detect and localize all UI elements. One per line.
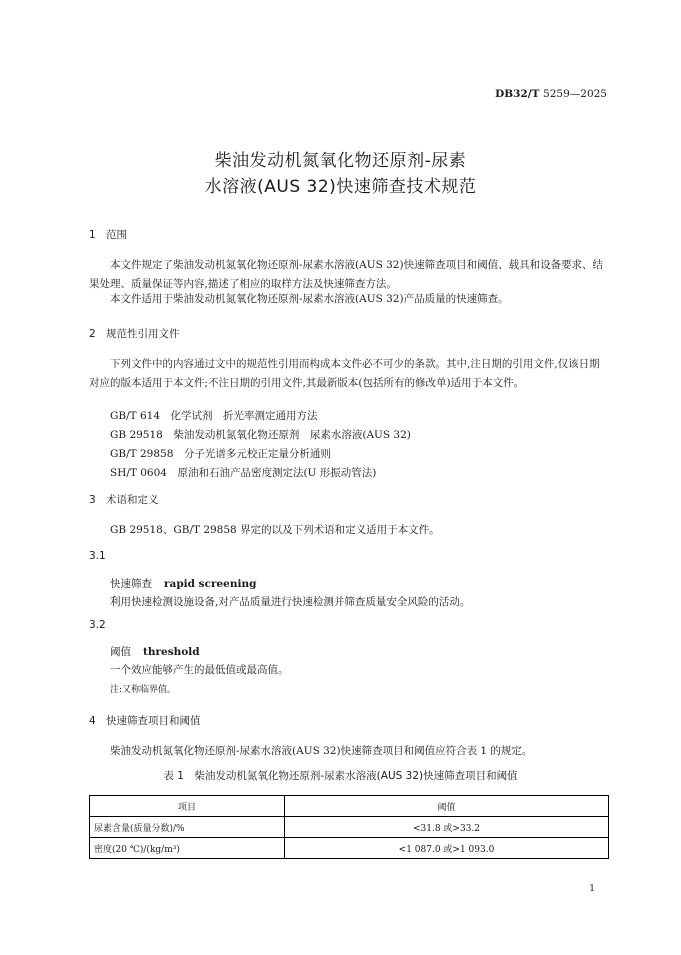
section-1-paragraph-1: 本文件规定了柴油发动机氮氧化物还原剂-尿素水溶液(AUS 32)快速筛查项目和阈值、载具和设备要求、结果处理、质量保证等内容,描述了相应的取样方法及快速筛查方法。 <box>89 259 604 290</box>
term-3-1-number: 3.1 <box>89 550 106 562</box>
term-english: threshold <box>143 646 200 658</box>
section-4-paragraph-1: 柴油发动机氮氧化物还原剂-尿素水溶液(AUS 32)快速筛查项目和阈值应符合表 1 的规定。 <box>110 745 533 757</box>
section-title: 范围 <box>106 229 127 241</box>
page-number: 1 <box>589 884 595 894</box>
table-caption: 表 1 柴油发动机氮氧化物还原剂-尿素水溶液(AUS 32)快速筛查项目和阈值 <box>163 770 518 782</box>
term-chinese: 阈值 <box>110 646 131 658</box>
reference-item: GB/T 614 化学试剂 折光率测定通用方法 <box>110 410 318 422</box>
section-4-heading <box>89 713 201 728</box>
section-title: 快速筛查项目和阈值 <box>106 715 201 727</box>
standard-prefix: DB32/T <box>495 88 540 100</box>
section-title: 术语和定义 <box>106 494 159 506</box>
term-english: rapid screening <box>164 578 257 590</box>
term-3-2 <box>110 644 200 659</box>
section-1-paragraph-2: 本文件适用于柴油发动机氮氧化物还原剂-尿素水溶液(AUS 32)产品质量的快速筛查。 <box>110 293 509 305</box>
section-3-paragraph-1: GB 29518、GB/T 29858 界定的以及下列术语和定义适用于本文件。 <box>110 524 440 536</box>
section-title: 规范性引用文件 <box>106 328 180 340</box>
document-title-line2: 水溶液(AUS 32)快速筛查技术规范 <box>204 177 477 197</box>
section-3-heading <box>89 492 159 507</box>
standard-number: 5259—2025 <box>543 88 607 100</box>
section-number: 4 <box>89 715 96 727</box>
term-3-1-definition: 利用快速检测设施设备,对产品质量进行快速检测并筛查质量安全风险的活动。 <box>110 596 471 608</box>
document-title-line1: 柴油发动机氮氧化物还原剂-尿素 <box>214 151 467 171</box>
reference-item: GB 29518 柴油发动机氮氧化物还原剂 尿素水溶液(AUS 32) <box>110 429 411 441</box>
term-3-1 <box>110 576 256 591</box>
term-3-2-note: 注:又称临界值。 <box>110 685 177 695</box>
term-3-2-definition: 一个效应能够产生的最低值或最高值。 <box>110 664 289 676</box>
term-3-2-number: 3.2 <box>89 619 106 631</box>
section-number: 1 <box>89 229 96 241</box>
table-header-row <box>90 796 609 817</box>
table-cell-item: 密度(20 ℃)/(kg/m³) <box>90 838 285 859</box>
table-row <box>90 838 609 859</box>
table-cell-threshold: <31.8 或>33.2 <box>285 817 609 838</box>
section-number: 3 <box>89 494 96 506</box>
section-2-heading <box>89 326 180 341</box>
section-1-heading <box>89 227 127 242</box>
threshold-table <box>89 795 609 859</box>
term-chinese: 快速筛查 <box>110 578 152 590</box>
reference-item: GB/T 29858 分子光谱多元校正定量分析通则 <box>110 448 331 460</box>
table-cell-item: 尿素含量(质量分数)/% <box>90 817 285 838</box>
table-header-cell: 阈值 <box>285 796 609 817</box>
table-header-cell: 项目 <box>90 796 285 817</box>
reference-item: SH/T 0604 原油和石油产品密度测定法(U 形振动管法) <box>110 467 377 479</box>
table-cell-threshold: <1 087.0 或>1 093.0 <box>285 838 609 859</box>
standard-code <box>0 88 607 100</box>
section-number: 2 <box>89 328 96 340</box>
section-2-paragraph-1: 下列文件中的内容通过文中的规范性引用而构成本文件必不可少的条款。其中,注日期的引用文件,仅该日期对应的版本适用于本文件;不注日期的引用文件,其最新版本(包括所有的修改单)适用于本文件。 <box>89 358 600 389</box>
table-row <box>90 817 609 838</box>
